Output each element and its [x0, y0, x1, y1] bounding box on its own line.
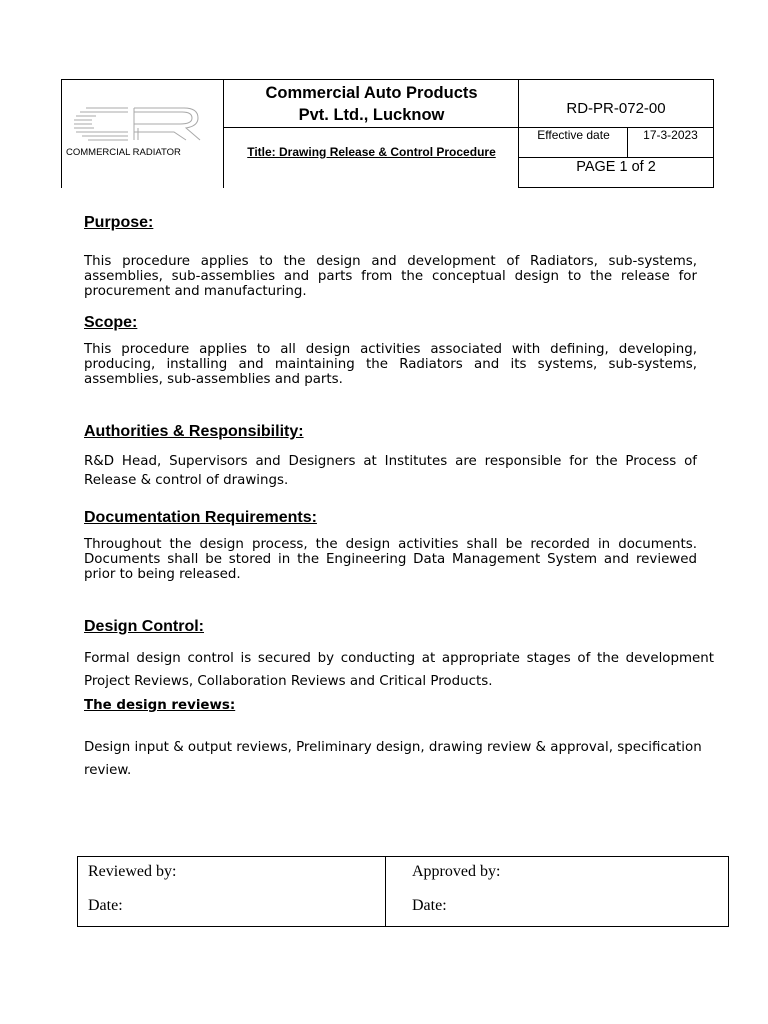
signoff-divider — [385, 857, 386, 926]
scope-heading: Scope: — [84, 314, 138, 331]
company-name-line1: Commercial Auto Products — [265, 84, 478, 102]
documentation-heading: Documentation Requirements: — [84, 509, 317, 526]
scope-text: This procedure applies to all design activities associated with defining, developing, producing, installing and maintaining the Radiators and its systems, sub-systems, assemblies, sub-assemblies and parts. — [84, 342, 697, 387]
authorities-text: R&D Head, Supervisors and Designers at Institutes are responsible for the Process of Release & control of drawings. — [84, 454, 697, 488]
header-divider — [518, 187, 714, 188]
logo-caption: COMMERCIAL RADIATOR — [66, 147, 181, 158]
signoff-table — [77, 856, 729, 927]
company-name — [224, 80, 519, 128]
design-reviews-text: Design input & output reviews, Preliminary design, drawing review & approval, specification review. — [84, 740, 702, 778]
design-control-heading: Design Control: — [84, 618, 204, 635]
design-control-text: Formal design control is secured by conducting at appropriate stages of the development Project Reviews, Collaboration Reviews and Critical Products. — [84, 651, 714, 689]
company-name-line2: Pvt. Ltd., Lucknow — [298, 106, 445, 124]
approved-by-label: Approved by: — [412, 863, 501, 880]
document-number: RD-PR-072-00 — [566, 100, 666, 117]
company-logo — [66, 104, 206, 144]
purpose-text: This procedure applies to the design and development of Radiators, sub-systems, assemblies, sub-assemblies and parts from the conceptual design to the release for procurement and manufacturing. — [84, 254, 697, 299]
reviewed-by-label: Reviewed by: — [88, 863, 177, 880]
page-number: PAGE 1 of 2 — [576, 159, 656, 175]
effective-date-value: 17-3-2023 — [643, 128, 698, 142]
document-title: Title: Drawing Release & Control Procedure — [247, 145, 496, 159]
reviewed-date-label: Date: — [88, 897, 123, 914]
header-divider — [518, 157, 714, 158]
approved-date-label: Date: — [412, 897, 447, 914]
effective-date-label: Effective date — [537, 128, 610, 142]
authorities-heading: Authorities & Responsibility: — [84, 423, 304, 440]
design-reviews-heading: The design reviews: — [84, 698, 236, 713]
documentation-text: Throughout the design process, the design activities shall be recorded in documents. Documents shall be stored in the Engineering Data Management System and reviewed prior to being released. — [84, 537, 697, 582]
purpose-heading: Purpose: — [84, 214, 154, 231]
